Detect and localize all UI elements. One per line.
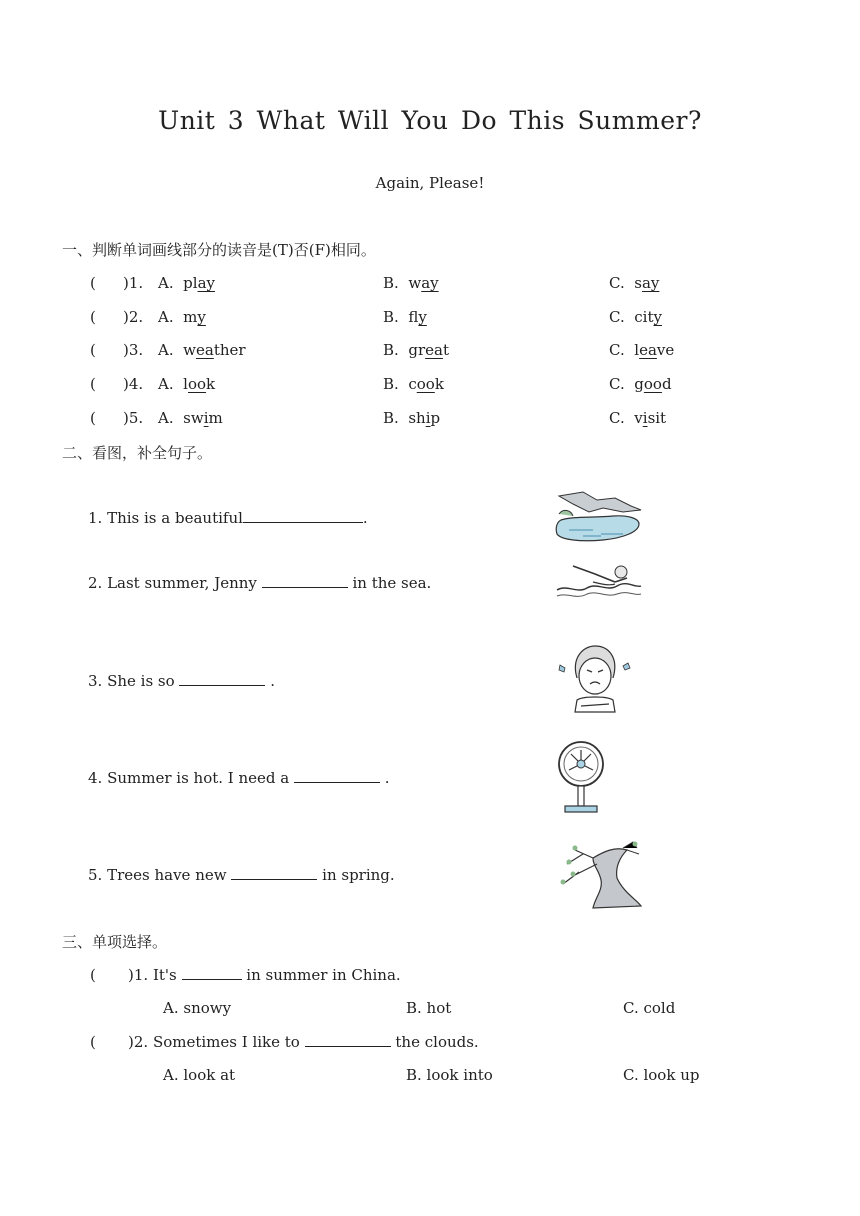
word-part: t [442,341,449,359]
mc-q1-end: in summer in China. [246,966,401,984]
phonics-word-2-a [158,308,206,326]
section3-heading: 三、单项选择。 [62,933,168,951]
phonics-word-5-c [609,409,666,427]
sentence-5 [88,865,395,884]
option-letter: B. [383,409,399,427]
word-part: k [434,375,444,393]
phonics-row-5 [90,409,143,427]
sentence-1-text: 1. This is a beautiful [88,509,243,527]
underlined-part: i [203,409,209,427]
answer-paren-1[interactable]: ( [90,274,96,292]
answer-paren-q1[interactable]: ( [90,966,96,984]
option-letter: A. [158,308,174,326]
answer-blank-2[interactable] [262,573,348,588]
phonics-word-4-a [158,375,215,393]
option-letter: B. [383,308,399,326]
sentence-5-text: 5. Trees have new [88,866,227,884]
page-title: Unit 3 What Will You Do This Summer? [158,106,702,135]
phonics-number: )2. [123,308,144,326]
word-part: m [208,409,223,427]
mc-q2-number: )2. [128,1033,149,1051]
mc-q1-number: )1. [128,966,149,984]
section1-heading: 一、判断单词画线部分的读音是(T)否(F)相同。 [62,241,376,259]
word-part: v [634,409,643,427]
word-part: d [661,375,672,393]
underlined-part: oo [643,375,662,393]
underlined-part: ea [639,341,657,359]
mc-question-1 [90,965,401,984]
option-letter: A. [158,341,174,359]
sentence-4-end: . [384,769,390,787]
answer-blank-3[interactable] [179,671,265,686]
sentence-5-end: in spring. [322,866,395,884]
word-part: fl [408,308,419,326]
mc-q1-option-a[interactable]: A. snowy [163,999,232,1017]
page-subtitle: Again, Please! [375,174,485,192]
sentence-3-end: . [270,672,275,690]
phonics-word-4-c [609,375,672,393]
phonics-row-1 [90,274,143,292]
underlined-part: ay [421,274,439,292]
mc-q2-blank[interactable] [305,1032,391,1047]
electric-fan-picture [553,738,613,818]
word-part: l [634,341,640,359]
tree-picture [553,836,647,912]
option-letter: A. [158,409,174,427]
phonics-word-3-b [383,341,449,359]
underlined-part: ay [197,274,215,292]
answer-paren-5[interactable]: ( [90,409,96,427]
mc-q2-text: Sometimes I like to [152,1033,300,1051]
option-letter: B. [383,341,399,359]
word-part: k [206,375,216,393]
option-letter: B. [383,274,399,292]
word-part: gr [408,341,426,359]
sentence-4 [88,768,390,787]
sentence-3-text: 3. She is so [88,672,175,690]
option-letter: C. [609,308,625,326]
sentence-2 [88,573,431,592]
phonics-word-4-b [383,375,444,393]
phonics-word-2-c [609,308,662,326]
phonics-number: )4. [123,375,144,393]
word-part: g [634,375,644,393]
underlined-part: ea [425,341,443,359]
lake-picture [553,490,645,548]
underlined-part: i [642,409,648,427]
phonics-word-3-c [609,341,674,359]
word-part: w [183,341,196,359]
underlined-part: ea [196,341,214,359]
answer-paren-4[interactable]: ( [90,375,96,393]
phonics-word-5-a [158,409,223,427]
sentence-4-text: 4. Summer is hot. I need a [88,769,290,787]
mc-q2-end: the clouds. [395,1033,479,1051]
section2-heading: 二、看图，补全句子。 [62,444,213,462]
option-letter: A. [158,274,174,292]
word-part: sh [408,409,426,427]
option-letter: A. [158,375,174,393]
word-part: p [430,409,441,427]
answer-paren-2[interactable]: ( [90,308,96,326]
underlined-part: ay [641,274,660,292]
mc-q1-option-c[interactable]: C. cold [623,999,676,1017]
word-part: l [183,375,188,393]
option-letter: C. [609,274,625,292]
sentence-1-end: . [362,509,368,527]
mc-q2-option-a[interactable]: A. look at [163,1066,236,1084]
phonics-word-1-b [383,274,439,292]
answer-paren-3[interactable]: ( [90,341,96,359]
option-letter: C. [609,409,625,427]
phonics-word-2-b [383,308,427,326]
angry-girl-picture [553,640,637,718]
mc-q1-text: It's [152,966,177,984]
underlined-part: y [197,308,206,326]
mc-q1-blank[interactable] [182,965,242,980]
phonics-word-3-a [158,341,246,359]
phonics-word-5-b [383,409,440,427]
phonics-word-1-c [609,274,659,292]
option-letter: B. [383,375,399,393]
mc-question-2 [90,1032,479,1051]
underlined-part: i [425,409,431,427]
phonics-number: )3. [123,341,144,359]
word-part: cit [634,308,654,326]
answer-blank-5[interactable] [231,865,317,880]
phonics-number: )5. [123,409,144,427]
underlined-part: oo [416,375,435,393]
word-part: s [634,274,642,292]
sentence-1 [88,508,368,527]
underlined-part: y [418,308,427,326]
answer-blank-1[interactable] [243,508,363,523]
sentence-3 [88,671,275,690]
phonics-row-2 [90,308,143,326]
answer-paren-q2[interactable]: ( [90,1033,96,1051]
mc-q1-option-b[interactable]: B. hot [406,999,452,1017]
underlined-part: oo [187,375,207,393]
phonics-word-1-a [158,274,215,292]
mc-q2-option-b[interactable]: B. look into [406,1066,493,1084]
swimming-girl-picture [553,560,645,606]
word-part: w [408,274,422,292]
option-letter: C. [609,341,625,359]
phonics-number: )1. [123,274,144,292]
mc-q2-option-c[interactable]: C. look up [623,1066,700,1084]
word-part: sw [183,409,204,427]
sentence-2-end: in the sea. [352,574,432,592]
word-part: c [408,375,417,393]
word-part: pl [183,274,198,292]
word-part: ve [656,341,675,359]
phonics-row-3 [90,341,143,359]
underlined-part: y [653,308,662,326]
word-part: ther [213,341,246,359]
sentence-2-text: 2. Last summer, Jenny [88,574,257,592]
phonics-row-4 [90,375,143,393]
word-part: m [183,308,198,326]
answer-blank-4[interactable] [294,768,380,783]
word-part: sit [647,409,667,427]
option-letter: C. [609,375,625,393]
